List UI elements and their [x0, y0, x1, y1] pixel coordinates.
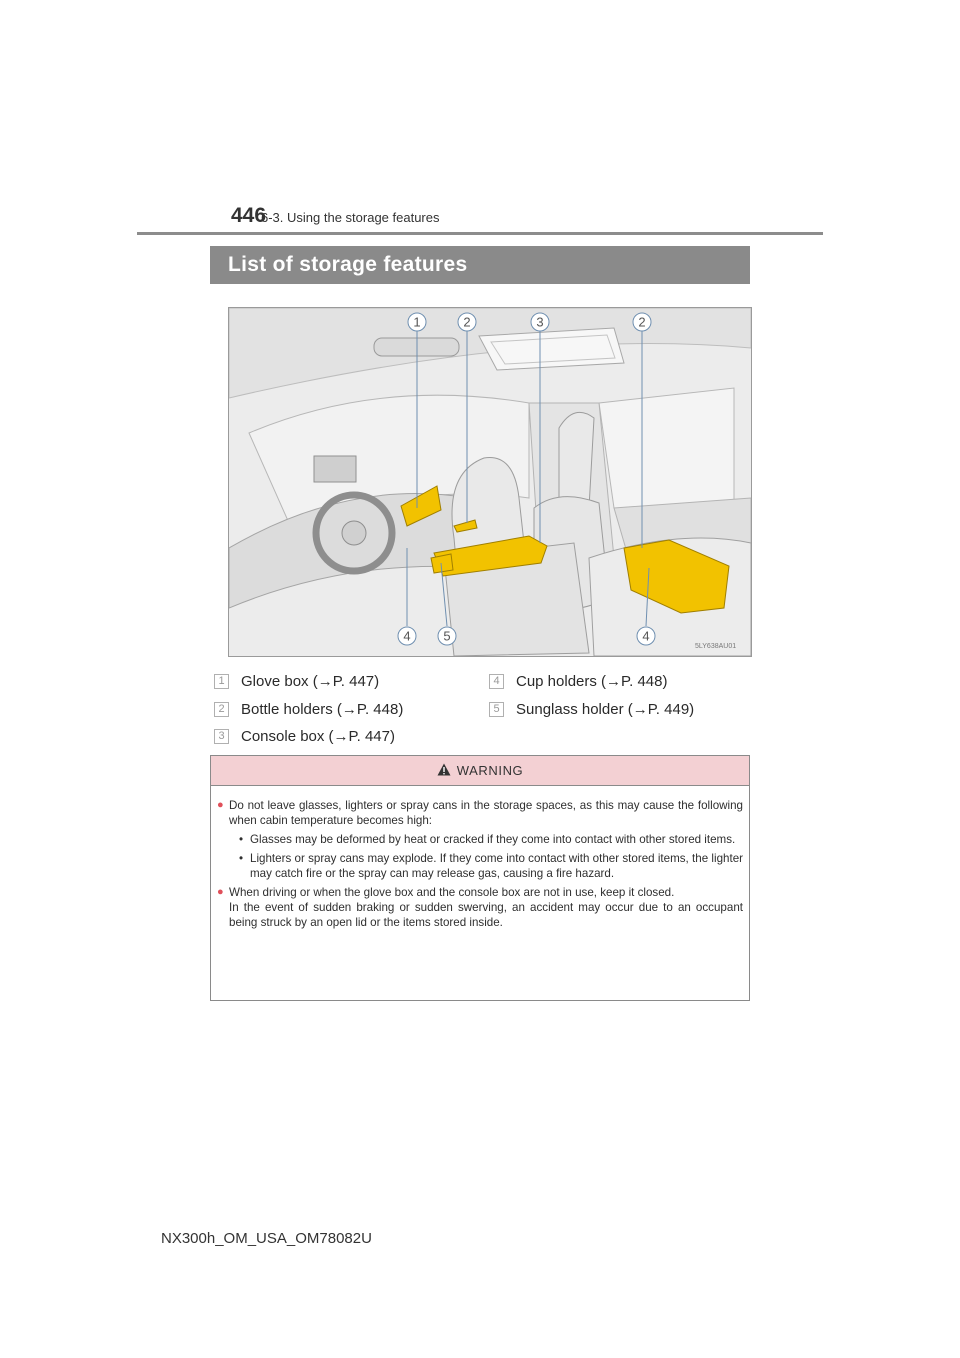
callout-4b: [637, 627, 655, 645]
legend-item-bottle-holders: [214, 698, 403, 720]
callout-2b: [633, 313, 651, 331]
interior-drawing: [229, 308, 751, 656]
legend-item-console-box: [214, 725, 395, 747]
legend-item-sunglass-holder: [489, 698, 694, 720]
legend-number: 2: [214, 702, 229, 717]
bullet-dot-icon: ●: [217, 886, 224, 898]
section-title: 6-3. Using the storage features: [261, 210, 440, 225]
legend: [214, 670, 750, 750]
warning-bullet: ● Do not leave glasses, lighters or spray cans in the storage spaces, as this may cause the following when cabin temperature becomes high:: [217, 799, 743, 827]
legend-number: 1: [214, 674, 229, 689]
header-rule: [137, 232, 823, 235]
legend-number: 5: [489, 702, 504, 717]
warning-triangle-icon: [437, 763, 451, 779]
warning-sub-item: • Lighters or spray cans may explode. If they come into contact with other stored items, the lighter may catch fire or the spray can may release gas, causing a fire hazard.: [239, 852, 743, 880]
image-code: 5LY638AU01: [695, 643, 737, 650]
callout-1: [408, 313, 426, 331]
svg-text:2: 2: [463, 314, 471, 330]
legend-text: Cup holders (→P. 448): [516, 672, 668, 690]
legend-item-cup-holders: [489, 670, 667, 692]
legend-text: Sunglass holder (→P. 449): [516, 700, 695, 718]
warning-body: [211, 786, 749, 930]
warning-sub-item: • Glasses may be deformed by heat or cracked if they come into contact with other stored items.: [239, 833, 736, 846]
heading-bar: [210, 246, 750, 284]
svg-text:4: 4: [403, 628, 411, 644]
page-heading: List of storage features: [228, 253, 468, 276]
svg-text:5: 5: [443, 628, 451, 644]
legend-number: 3: [214, 729, 229, 744]
warning-box: [210, 755, 750, 1001]
legend-text: Console box (→P. 447): [241, 727, 395, 745]
svg-text:2: 2: [638, 314, 646, 330]
warning-title: WARNING: [456, 763, 524, 778]
warning-note: In the event of sudden braking or sudden swerving, an accident may occur due to an occupant being struck by an open lid or the items stored inside.: [229, 901, 743, 929]
callout-2a: [458, 313, 476, 331]
callout-5: [438, 627, 456, 645]
sub-bullet-icon: •: [239, 833, 244, 846]
callout-4a: [398, 627, 416, 645]
callout-3: [531, 313, 549, 331]
legend-text: Glove box (→P. 447): [241, 672, 380, 690]
legend-number: 4: [489, 674, 504, 689]
svg-text:1: 1: [413, 314, 421, 330]
page-number: 446: [231, 204, 267, 227]
interior-illustration: [228, 307, 752, 657]
bullet-dot-icon: ●: [217, 799, 224, 811]
warning-header: [211, 756, 749, 786]
svg-text:3: 3: [536, 314, 544, 330]
legend-item-glove-box: [214, 670, 379, 692]
legend-text: Bottle holders (→P. 448): [241, 700, 404, 718]
footer-doc-code: NX300h_OM_USA_OM78082U: [161, 1230, 372, 1247]
sub-bullet-icon: •: [239, 852, 244, 865]
svg-text:4: 4: [642, 628, 650, 644]
warning-bullet: ● When driving or when the glove box and the console box are not in use, keep it closed.: [217, 886, 675, 899]
